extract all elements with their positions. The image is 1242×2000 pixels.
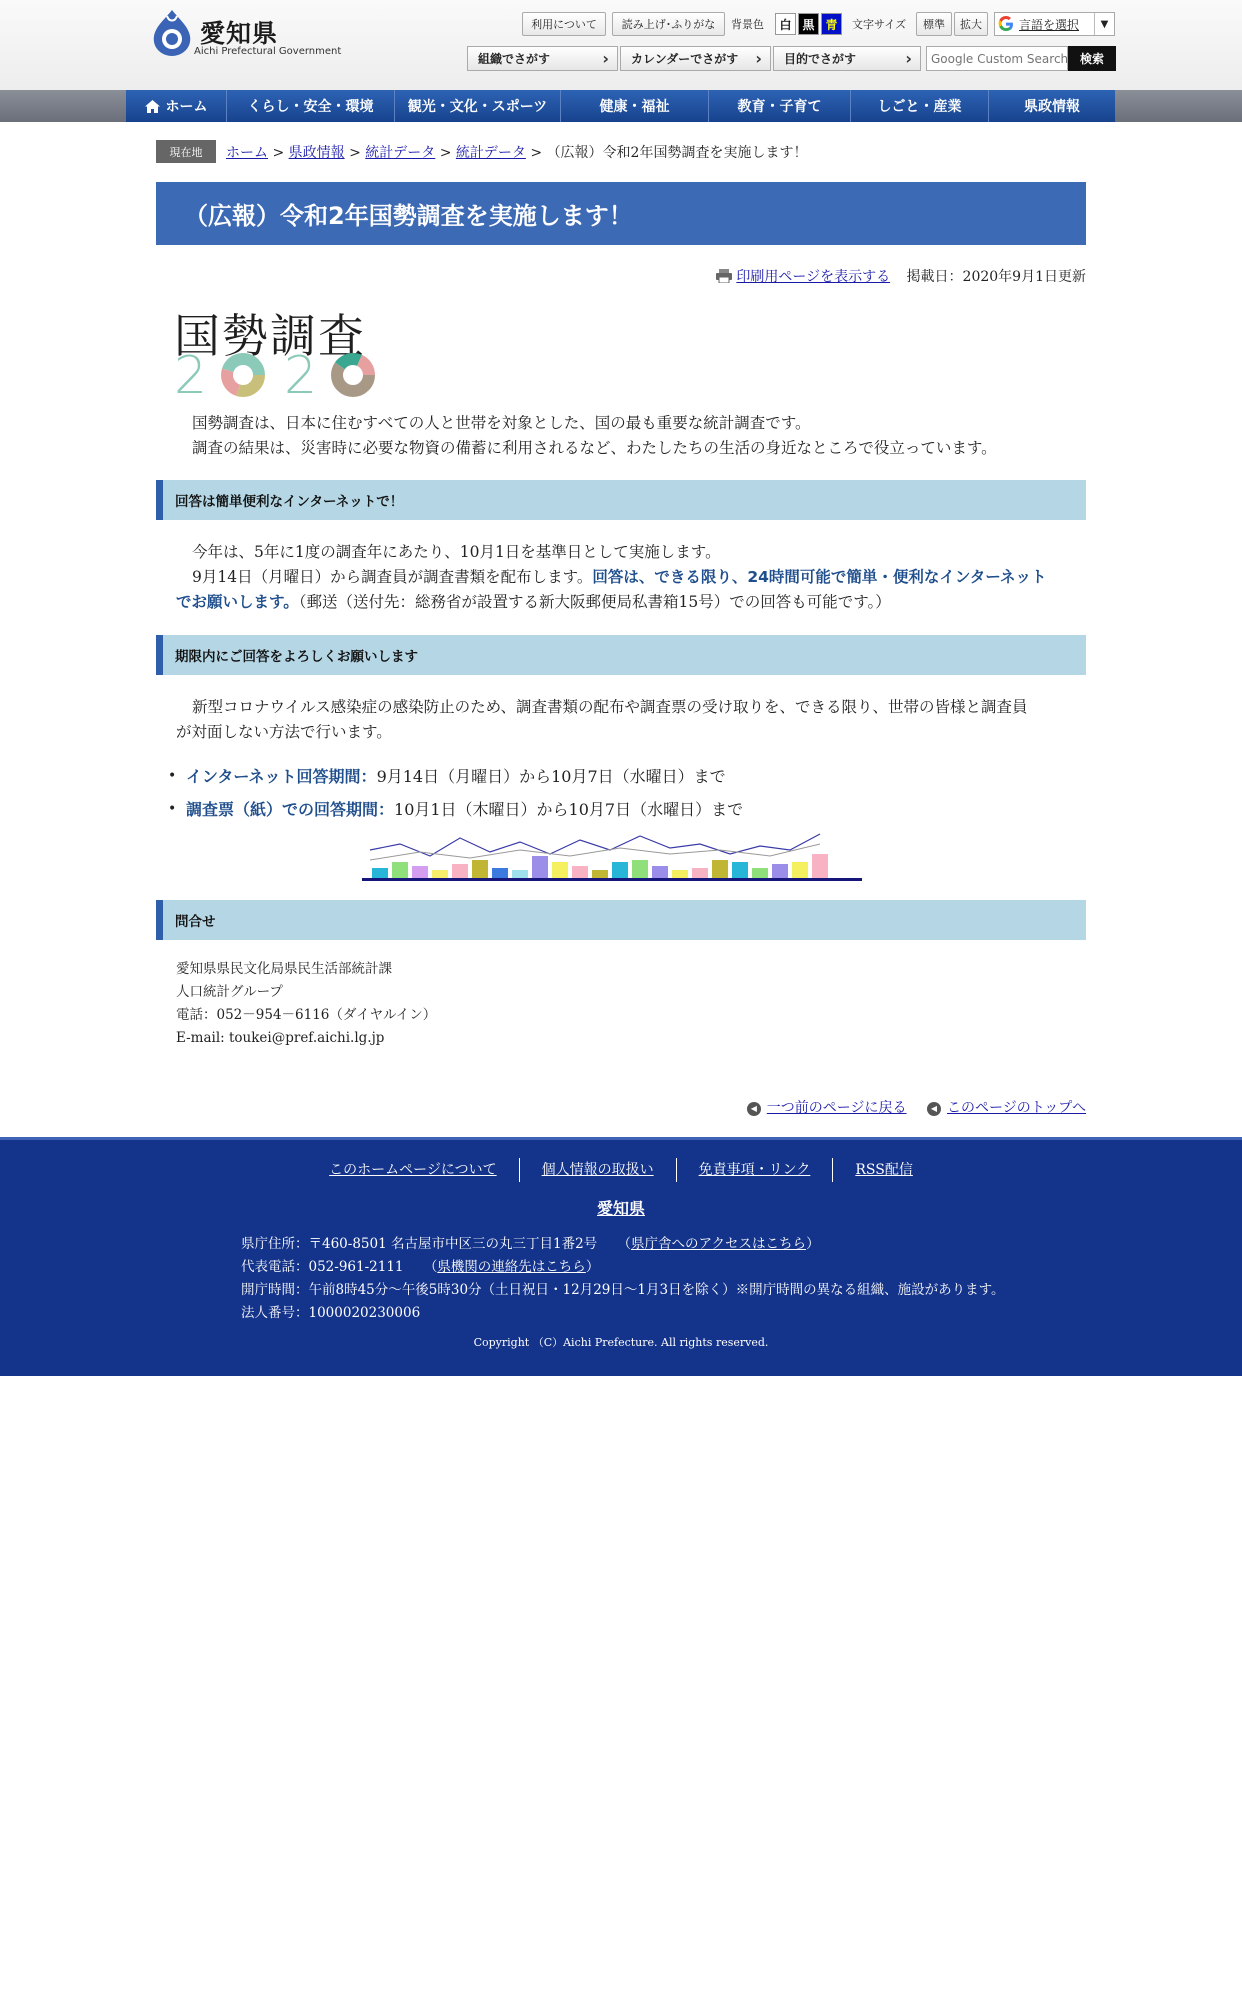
section-heading-deadline: 期限内にご回答をよろしくお願いします [156,635,1086,675]
text-size-large-button[interactable]: 拡大 [954,12,988,36]
nav-item-education[interactable]: 教育・子育て [709,90,851,122]
section-line: （郵送（送付先：総務省が設置する新大阪郵便局私書箱15号）での回答も可能です。） [298,593,891,611]
about-site-button[interactable]: 利用について [522,12,606,36]
global-nav [0,90,1242,122]
section-heading-contact: 問合せ [156,900,1086,940]
footer-link-privacy[interactable]: 個人情報の取扱い [541,1162,654,1178]
reading-furigana-button[interactable]: 読み上げ･ふりがな [612,12,725,36]
census-2020-logo [174,300,380,406]
find-by-purpose-label: 目的でさがす [784,52,857,66]
census-logo-ring-icon [220,352,266,398]
text-size-standard-button[interactable]: 標準 [916,12,952,36]
page-title: （広報）令和2年国勢調査を実施します！ [156,182,1086,245]
page-top-link[interactable]: このページのトップへ [946,1100,1086,1116]
period-text: 9月14日（月曜日）から10月7日（水曜日）まで [376,767,726,786]
contact-line: 電話：052－954－6116（ダイヤルイン） [176,1007,437,1023]
section-internet-text [176,540,1066,615]
arrow-left-icon: ◀ [747,1102,761,1116]
period-label: 調査票（紙）での回答期間： [186,800,395,819]
footer-org-link[interactable]: 愛知県 [596,1199,645,1218]
chevron-right-icon: › [602,49,609,68]
copyright: Copyright （C）Aichi Prefecture. All rights reserved. [473,1336,769,1349]
breadcrumb-link-stats-data[interactable]: 統計データ [455,145,526,161]
find-by-purpose-button[interactable] [773,46,921,71]
print-page-link[interactable]: 印刷用ページを表示する [736,269,891,285]
highlight-text: 回答は、できる限り、24時間可能で簡単・便利なインターネット [592,568,1047,586]
find-by-org-button[interactable] [467,46,618,71]
breadcrumb-label: 現在地 [156,140,216,163]
search-button[interactable]: 検索 [1068,46,1116,71]
section-heading-internet: 回答は簡単便利なインターネットで！ [156,480,1086,520]
census-logo-digit-2: 2 [284,346,318,406]
breadcrumb-link-home[interactable]: ホーム [226,145,268,161]
list-item [168,793,1068,826]
logo-name: 愛知県 [200,19,279,48]
nav-item-government[interactable]: 県政情報 [1024,99,1080,115]
census-logo-kanji: 国勢調査 [174,309,366,363]
footer-phone: 代表電話：052-961-2111 [241,1259,404,1275]
logo-subtitle: Aichi Prefectural Government [194,46,342,57]
footer-links [0,1158,1242,1182]
chevron-right-icon: › [905,49,912,68]
bg-color-label: 背景色 [731,18,764,31]
breadcrumb-link-stats[interactable]: 統計データ [365,145,436,161]
site-logo[interactable] [150,8,342,60]
nav-item-industry[interactable]: しごと・産業 [851,90,989,122]
footer-hours: 開庁時間：午前8時45分～午後5時30分（土日祝日・12月29日～1月3日を除く）※開庁時間の異なる組織、施設があります。 [241,1282,1005,1298]
contact-info [176,958,436,1050]
bg-blue-button[interactable]: 青 [821,13,842,35]
footer-link-disclaimer[interactable]: 免責事項・リンク [698,1162,811,1178]
contact-line: E-mail: toukei@pref.aichi.lg.jp [176,1030,385,1046]
contact-line: 愛知県県民文化局県民生活部統計課 [176,961,392,977]
nav-item-living[interactable]: くらし・安全・環境 [227,90,395,122]
intro-text [176,411,1066,461]
highlight-text: でお願いします。 [176,593,299,611]
bg-white-button[interactable]: 白 [775,13,796,35]
nav-item-health[interactable]: 健康・福祉 [561,90,709,122]
footer-access-link[interactable]: 県庁舎へのアクセスはこちら [630,1236,807,1252]
site-header [0,0,1242,90]
find-by-calendar-button[interactable] [620,46,771,71]
footer-contact-link[interactable]: 県機関の連絡先はこちら [437,1259,586,1275]
printer-icon [716,269,732,283]
chevron-right-icon: › [755,49,762,68]
census-logo-digit-2: 2 [174,346,208,406]
census-logo-ring-icon [330,352,376,398]
site-footer [0,1137,1242,1376]
list-item [168,760,1068,793]
period-label: インターネット回答期間： [186,767,377,786]
aichi-emblem-icon [150,8,194,58]
nav-item-home[interactable] [126,90,227,122]
published-date: 掲載日：2020年9月1日更新 [906,269,1086,285]
page-navigation [740,1097,1086,1117]
section-line: が対面しない方法で行います。 [176,723,392,741]
section-line: 新型コロナウイルス感染症の感染防止のため、調査書類の配布や調査票の受け取りを、できる限り、世帯の皆様と調査員 [192,698,1028,716]
nav-item-tourism[interactable]: 観光・文化・スポーツ [395,90,561,122]
language-select-label: 言語を選択 [1019,17,1080,32]
find-by-calendar-label: カレンダーでさがす [631,52,739,66]
bg-black-button[interactable]: 黒 [798,13,819,35]
search-input[interactable] [926,46,1068,71]
section-line: 9月14日（月曜日）から調査員が調査書類を配布します。 [192,568,593,586]
footer-address: 県庁住所：〒460-8501 名古屋市中区三の丸三丁目1番2号 [241,1236,598,1252]
intro-line: 国勢調査は、日本に住むすべての人と世帯を対象とした、国の最も重要な統計調査です。 [192,414,811,432]
contact-line: 人口統計グループ [176,984,283,1000]
text-size-label: 文字サイズ [852,18,907,31]
home-icon [145,100,160,113]
bullet-icon: • [168,768,177,784]
nav-item-label: ホーム [165,99,208,115]
bullet-icon: • [168,801,177,817]
section-line: 今年は、5年に1度の調査年にあたり、10月1日を基準日として実施します。 [192,543,721,561]
decorative-chart-banner [360,830,865,882]
language-select[interactable] [994,12,1115,36]
find-by-org-label: 組織でさがす [478,52,551,66]
answer-period-list [168,760,1068,826]
breadcrumb: ホーム > 県政情報 > 統計データ > 統計データ > （広報）令和2年国勢調査を実施します！ [226,145,808,161]
period-text: 10月1日（木曜日）から10月7日（水曜日）まで [394,800,744,819]
back-link[interactable]: 一つ前のページに戻る [766,1100,907,1116]
page-meta [700,266,1086,286]
breadcrumb-link-gov[interactable]: 県政情報 [288,145,345,161]
caret-down-icon: ▼ [1094,13,1114,35]
section-deadline-text [176,695,1066,745]
google-icon [995,13,1017,35]
intro-line: 調査の結果は、災害時に必要な物資の備蓄に利用されるなど、わたしたちの生活の身近なところで役立っています。 [192,439,997,457]
footer-link-about[interactable]: このホームページについて [329,1162,497,1178]
breadcrumb-current: （広報）令和2年国勢調査を実施します！ [546,145,808,161]
arrow-up-icon: ◀ [927,1102,941,1116]
footer-corp-number: 法人番号：1000020230006 [241,1305,421,1321]
footer-link-rss[interactable]: RSS配信 [855,1162,913,1178]
footer-info: 県庁住所：〒460-8501 名古屋市中区三の丸三丁目1番2号 （県庁舎へのアクセスはこちら） 代表電話：052-961-2111 （県機関の連絡先はこちら） 開庁時間：午前8時45分～午後5時30分（土日祝日・12月29日～1月3日を除く）※開庁時間の異なる組織、施設があります。 法人番号：1000020230006 [241,1233,1005,1325]
